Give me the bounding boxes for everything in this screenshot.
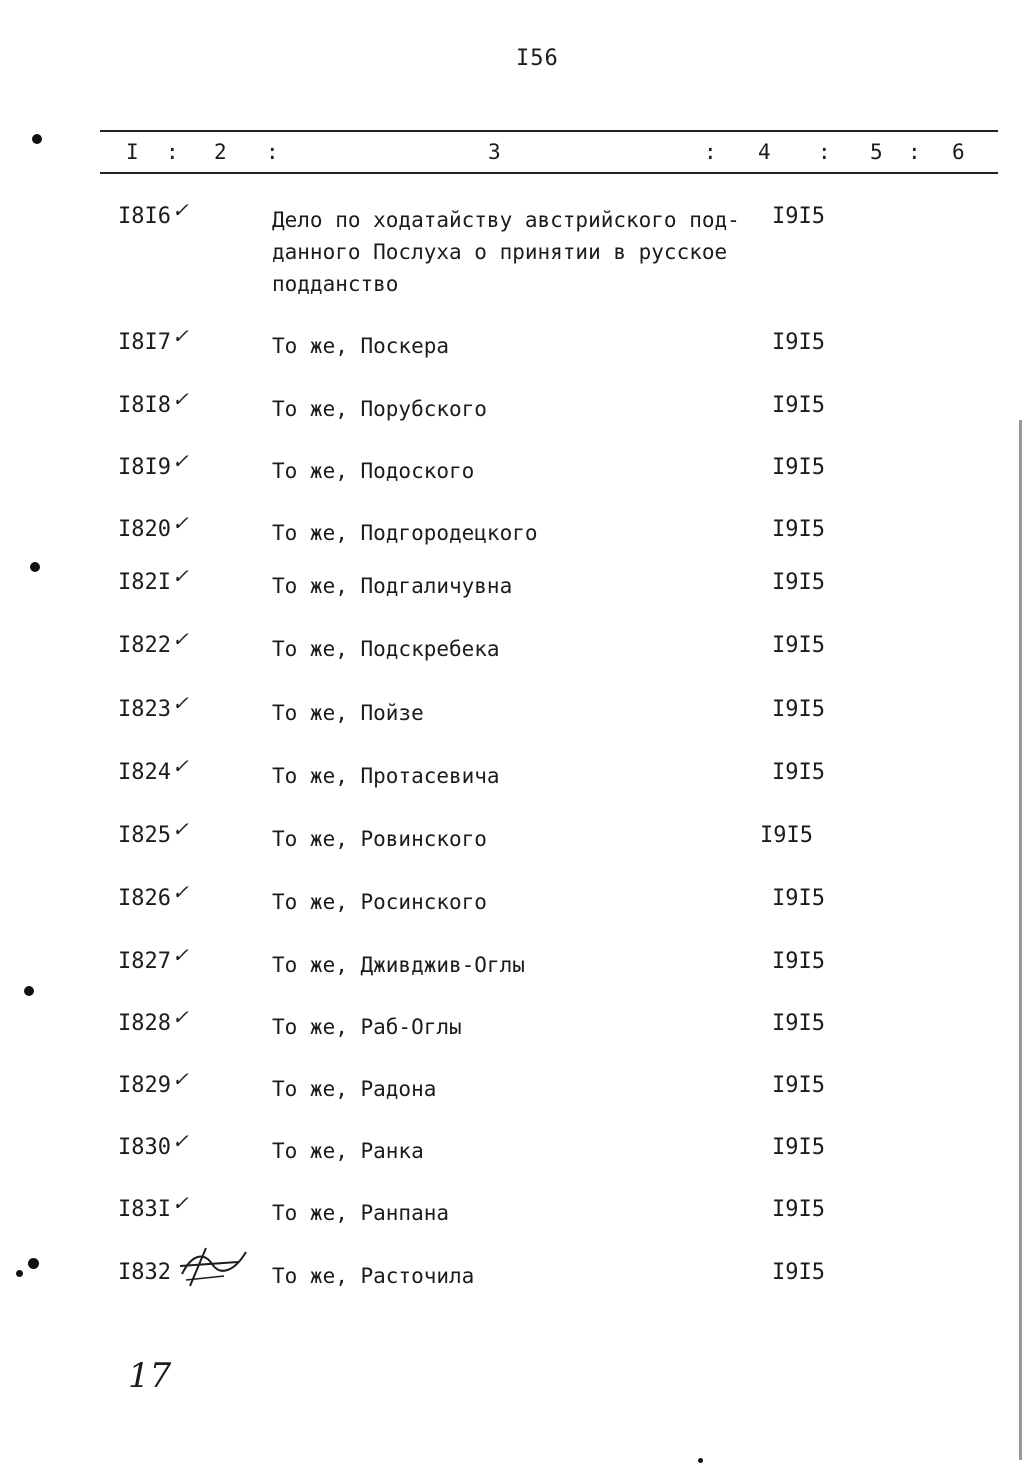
column-separator: : (266, 140, 279, 164)
entry-year: I9I5 (760, 823, 813, 848)
check-mark-icon: ✓ (172, 387, 189, 411)
entry-description: Дело по ходатайству австрийского под- данного Послуха о принятии в русское подданство (272, 208, 740, 296)
entry-description: То же, Раб-Оглы (272, 1015, 462, 1039)
entry-year: I9I5 (772, 697, 825, 722)
entry-number: I8I6 (118, 204, 171, 229)
entry-number: I8I7 (118, 330, 171, 355)
check-mark-icon: ✓ (172, 564, 189, 588)
check-mark-icon: ✓ (172, 198, 189, 222)
entry-description: То же, Подгаличувна (272, 574, 513, 598)
entry-year: I9I5 (772, 1073, 825, 1098)
entry-year: I9I5 (772, 633, 825, 658)
scan-dot (30, 562, 40, 572)
column-separator: : (704, 140, 717, 164)
scan-dot (24, 986, 34, 996)
entry-description: То же, Ранка (272, 1139, 424, 1163)
entry-description: То же, Подоского (272, 459, 475, 483)
entry-year: I9I5 (772, 455, 825, 480)
check-mark-icon: ✓ (172, 449, 189, 473)
check-mark-icon: ✓ (172, 691, 189, 715)
entry-number: I826 (118, 886, 171, 911)
column-separator: : (818, 140, 831, 164)
entry-year: I9I5 (772, 1197, 825, 1222)
entry-year: I9I5 (772, 760, 825, 785)
entry-year: I9I5 (772, 204, 825, 229)
check-mark-icon: ✓ (172, 1067, 189, 1091)
check-mark-icon: ✓ (172, 817, 189, 841)
page-edge-shadow (1019, 420, 1022, 1460)
entry-number: I828 (118, 1011, 171, 1036)
entry-description: То же, Поскера (272, 334, 450, 358)
check-mark-icon: ✓ (172, 511, 189, 535)
entry-number: I82I (118, 570, 171, 595)
entry-description: То же, Радона (272, 1077, 437, 1101)
entry-description: То же, Росинского (272, 890, 487, 914)
entry-number: I8I8 (118, 393, 171, 418)
entry-number: I823 (118, 697, 171, 722)
entry-description: То же, Ровинского (272, 827, 487, 851)
entry-description: То же, Расточила (272, 1264, 475, 1288)
entry-number: I8I9 (118, 455, 171, 480)
scan-dot (16, 1270, 23, 1277)
entry-description: То же, Дживджив-Оглы (272, 953, 525, 977)
entry-year: I9I5 (772, 1011, 825, 1036)
entry-description: То же, Протасевича (272, 764, 500, 788)
entry-year: I9I5 (772, 949, 825, 974)
column-separator: : (908, 140, 921, 164)
check-mark-icon: ✓ (172, 880, 189, 904)
entry-number: I829 (118, 1073, 171, 1098)
entry-year: I9I5 (772, 886, 825, 911)
entry-number: I820 (118, 517, 171, 542)
entry-number: I83I (118, 1197, 171, 1222)
entry-description: То же, Подскребека (272, 637, 500, 661)
column-header-3: 3 (488, 140, 501, 164)
table-top-rule (100, 130, 998, 132)
column-header-2: 2 (214, 140, 227, 164)
check-mark-icon: ✓ (172, 324, 189, 348)
column-header-5: 5 (870, 140, 883, 164)
entry-number: I830 (118, 1135, 171, 1160)
column-header-6: 6 (952, 140, 965, 164)
column-separator: : (166, 140, 179, 164)
check-mark-icon: ✓ (172, 1005, 189, 1029)
entry-year: I9I5 (772, 570, 825, 595)
entry-number: I825 (118, 823, 171, 848)
scan-dot (28, 1258, 39, 1269)
entry-number: I827 (118, 949, 171, 974)
entry-description: То же, Порубского (272, 397, 487, 421)
check-mark-icon: ✓ (172, 1191, 189, 1215)
entry-year: I9I5 (772, 393, 825, 418)
entry-number: I822 (118, 633, 171, 658)
page-number: I56 (516, 46, 559, 71)
handwritten-footer-note: 17 (128, 1356, 172, 1396)
check-mark-icon: ✓ (172, 1129, 189, 1153)
entry-description: То же, Ранпана (272, 1201, 450, 1225)
entry-year: I9I5 (772, 330, 825, 355)
entry-description: То же, Подгородецкого (272, 521, 538, 545)
entry-number: I824 (118, 760, 171, 785)
column-header-4: 4 (758, 140, 771, 164)
entry-number: I832 (118, 1260, 171, 1285)
entry-year: I9I5 (772, 1260, 825, 1285)
entry-year: I9I5 (772, 517, 825, 542)
entry-year: I9I5 (772, 1135, 825, 1160)
column-header-1: I (126, 140, 139, 164)
check-mark-icon: ✓ (172, 627, 189, 651)
scan-dot (698, 1458, 703, 1463)
check-mark-icon: ✓ (172, 754, 189, 778)
table-header-rule (100, 172, 998, 174)
scan-dot (32, 134, 42, 144)
check-mark-icon: ✓ (172, 943, 189, 967)
crossed-out-annotation-icon (176, 1244, 252, 1292)
entry-description: То же, Пойзе (272, 701, 424, 725)
